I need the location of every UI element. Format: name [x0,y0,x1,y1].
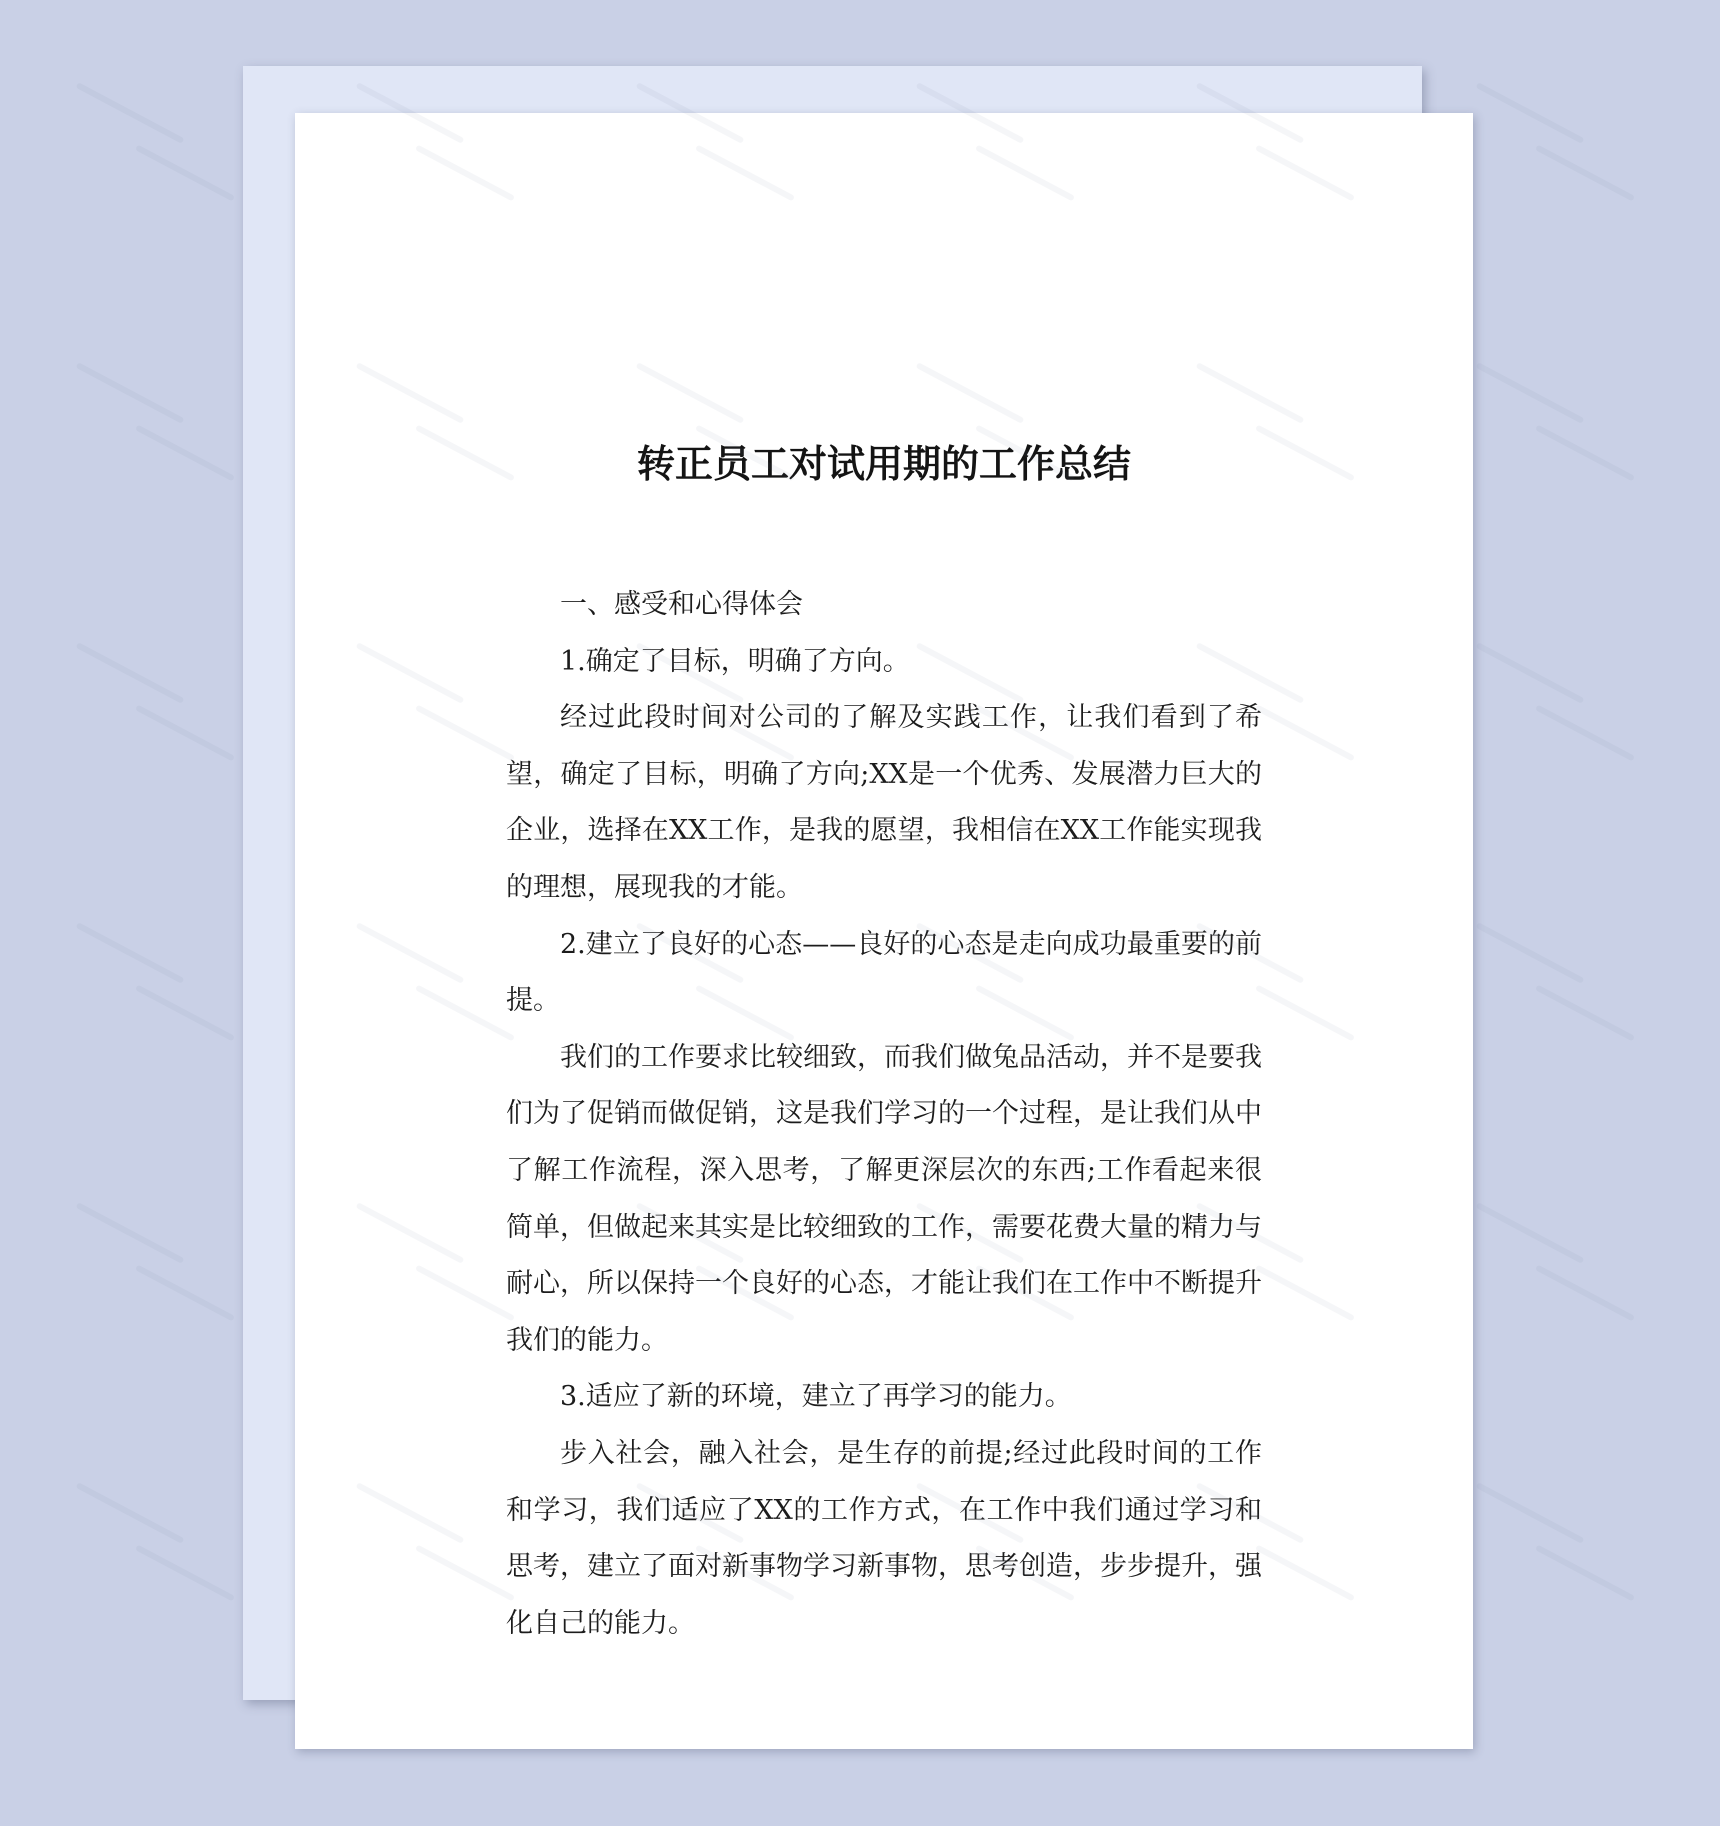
body-paragraph-1: 经过此段时间对公司的了解及实践工作，让我们看到了希望，确定了目标，明确了方向;XX是一个优秀、发展潜力巨大的企业，选择在XX工作，是我的愿望，我相信在XX工作能实现我的理想，展现我的才能。 [506,702,1262,903]
watermark-mark [135,1265,235,1322]
watermark-mark [76,82,185,144]
body-paragraph-2: 我们的工作要求比较细致，而我们做兔品活动，并不是要我们为了促销而做促销，这是我们学习的一个过程，是让我们从中了解工作流程，深入思考，了解更深层次的东西;工作看起来很简单，但做起来其实是比较细致的工作，需要花费大量的精力与耐心，所以保持一个良好的心态，才能让我们在工作中不断提升我们的能力。 [506,1041,1262,1356]
watermark-mark [1476,1202,1585,1264]
watermark-mark [1535,145,1635,202]
watermark-mark [1535,425,1635,482]
watermark-mark [76,922,185,984]
watermark-mark [1535,985,1635,1042]
watermark-mark [1476,82,1585,144]
watermark-mark [135,425,235,482]
watermark-mark [135,1545,235,1602]
watermark-mark [135,985,235,1042]
watermark-mark [1476,362,1585,424]
document-title: 转正员工对试用期的工作总结 [636,442,1131,486]
watermark-mark [1535,1545,1635,1602]
watermark-mark [1535,705,1635,762]
watermark-mark [1476,1482,1585,1544]
subheading-3: 3.适应了新的环境，建立了再学习的能力。 [560,1381,1072,1413]
watermark-mark [76,362,185,424]
body-paragraph-3: 步入社会，融入社会，是生存的前提;经过此段时间的工作和学习，我们适应了XX的工作方式，在工作中我们通过学习和思考，建立了面对新事物学习新事物，思考创造，步步提升，强化自己的能力。 [506,1437,1262,1639]
watermark-mark [76,1482,185,1544]
watermark-mark [76,642,185,704]
watermark-mark [135,145,235,202]
section-heading: 一、感受和心得体会 [560,589,803,620]
watermark-mark [1476,922,1585,984]
watermark-mark [135,705,235,762]
subheading-2: 2.建立了良好的心态——良好的心态是走向成功最重要的前提。 [506,928,1262,1017]
subheading-1: 1.确定了目标，明确了方向。 [560,645,910,677]
document-body [506,577,1262,1652]
watermark-mark [1476,642,1585,704]
watermark-mark [76,1202,185,1264]
watermark-mark [1535,1265,1635,1322]
document-page [295,113,1473,1749]
